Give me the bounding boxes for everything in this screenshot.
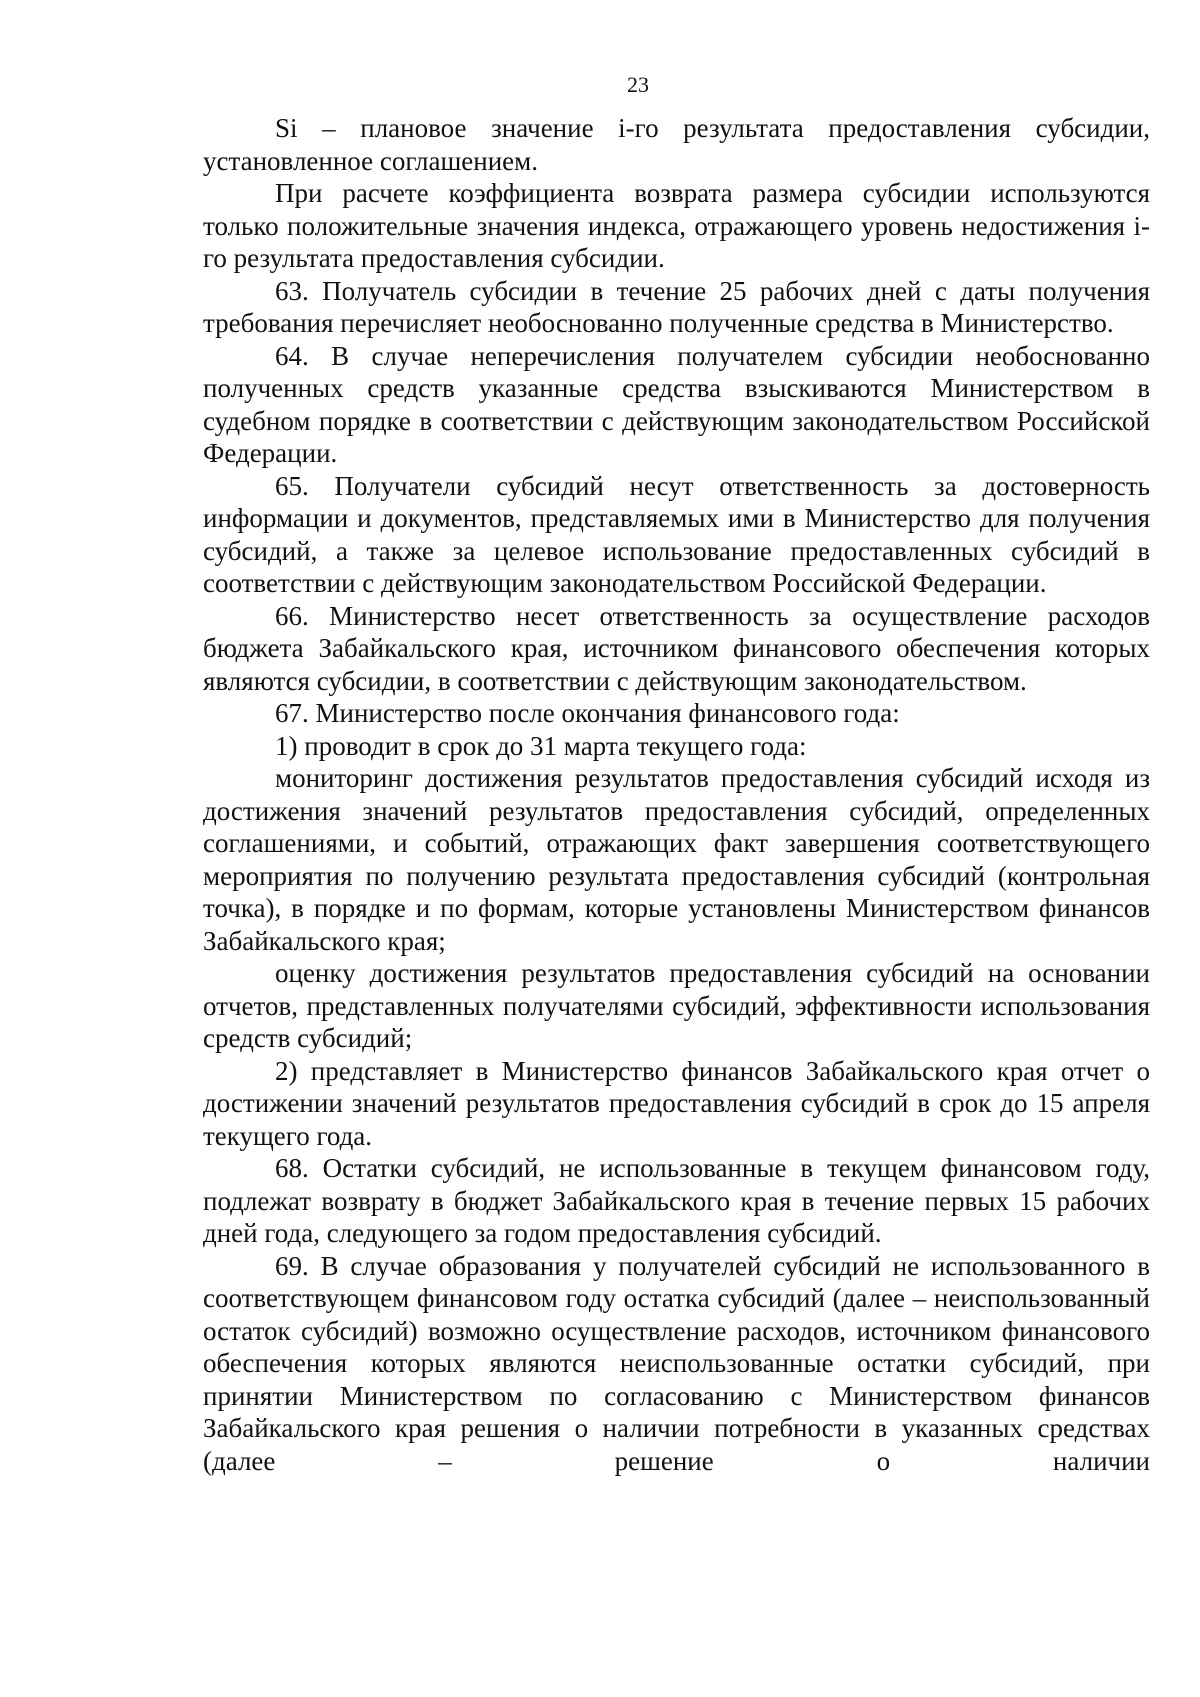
paragraph-65: 65. Получатели субсидий несут ответственность за достоверность информации и документов, представляемых ими в Министерство для получения субсидий, а также за целевое использование предоставленных субсидий в соответствии с действующим законодательством Российской Федерации. [203,470,1150,598]
paragraph-64: 64. В случае неперечисления получателем субсидии необоснованно полученных средств указанные средства взыскиваются Министерством в судебном порядке в соответствии с действующим законодательством Российской Федерации. [203,340,1150,468]
paragraph-69: 69. В случае образования у получателей субсидий не использованного в соответствующем финансовом году остатка субсидий (далее – неиспользованный остаток субсидий) возможно осуществление расходов, источником финансового обеспечения которых являются неиспользованные остатки субсидий, при принятии Министерством по согласованию с Министерством финансов Забайкальского края решения о наличии потребности в указанных средствах (далее – решение о наличии [203,1250,1150,1476]
paragraph-68: 68. Остатки субсидий, не использованные в текущем финансовом году, подлежат возврату в бюджет Забайкальского края в течение первых 15 рабочих дней года, следующего за годом предоставления субсидий. [203,1153,1150,1248]
paragraph-66: 66. Министерство несет ответственность за осуществление расходов бюджета Забайкальского края, источником финансового обеспечения которых являются субсидии, в соответствии с действующим законодательством. [203,600,1150,696]
paragraph-si-definition: Si – плановое значение i-го результата предоставления субсидии, установленное соглашением. [203,113,1150,176]
paragraph-67-item-1: 1) проводит в срок до 31 марта текущего года: [275,730,807,761]
paragraph-67: 67. Министерство после окончания финансового года: [275,698,900,728]
paragraph-67-item-2: 2) представляет в Министерство финансов Забайкальского края отчет о достижении значений результатов предоставления субсидий в срок до 15 апреля текущего года. [203,1055,1150,1151]
paragraph-monitoring: мониторинг достижения результатов предоставления субсидий исходя из достижения значений результатов предоставления субсидий, определенных соглашениями, и событий, отражающих факт завершения соответствующего мероприятия по получению результата предоставления субсидий (контрольная точка), в порядке и по формам, которые установлены Министерством финансов Забайкальского края; [203,763,1150,956]
page-number: 23 [627,72,649,97]
paragraph-63: 63. Получатель субсидии в течение 25 рабочих дней с даты получения требования перечисляет необоснованно полученные средства в Министерство. [203,275,1150,338]
document-body [203,112,1150,1477]
paragraph-coefficient-note: При расчете коэффициента возврата размера субсидии используются только положительные значения индекса, отражающего уровень недостижения i-го результата предоставления субсидии. [203,178,1150,273]
paragraph-assessment: оценку достижения результатов предоставления субсидий на основании отчетов, представленных получателями субсидий, эффективности использования средств субсидий; [203,958,1150,1053]
